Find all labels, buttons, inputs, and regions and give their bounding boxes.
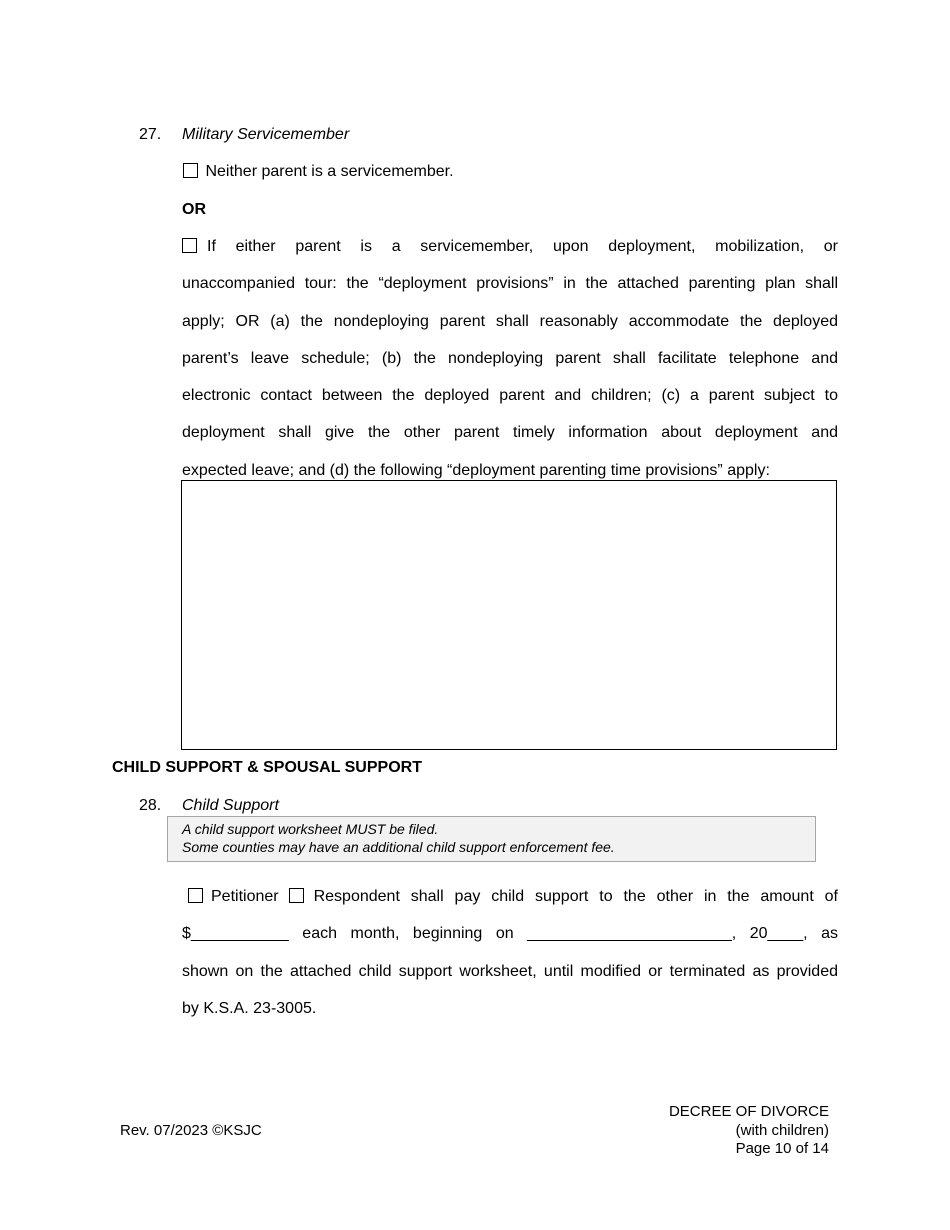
- section-27-number: 27.: [139, 126, 162, 143]
- deployment-line-2: unaccompanied tour: the “deployment provisions” in the attached parenting plan shall: [182, 275, 838, 293]
- child-support-paragraph: [182, 878, 838, 1027]
- child-support-line-1: Petitioner Respondent shall pay child support to the other in the amount of: [182, 878, 838, 915]
- document-footer: [669, 1103, 829, 1159]
- child-support-note-line-2: Some counties may have an additional child support enforcement fee.: [182, 839, 615, 855]
- deployment-line-5: electronic contact between the deployed parent and children; (c) a parent subject to: [182, 387, 838, 405]
- child-support-line-4: by K.S.A. 23-3005.: [182, 999, 317, 1017]
- child-support-line-2: $___________ each month, beginning on _______________________, 20____, as: [182, 925, 838, 943]
- or-label: OR: [182, 201, 206, 218]
- child-spousal-support-heading: CHILD SUPPORT & SPOUSAL SUPPORT: [112, 759, 422, 776]
- child-support-note-line-1: A child support worksheet MUST be filed.: [182, 821, 439, 837]
- respondent-checkbox[interactable]: [289, 888, 304, 903]
- deployment-line-3: apply; OR (a) the nondeploying parent shall reasonably accommodate the deployed: [182, 312, 838, 330]
- deployment-line-6: deployment shall give the other parent timely information about deployment and: [182, 424, 838, 442]
- neither-servicemember-checkbox[interactable]: [183, 163, 198, 178]
- deployment-provisions-textbox[interactable]: [181, 480, 837, 750]
- document-subtitle: (with children): [735, 1121, 829, 1139]
- deployment-line-4: parent’s leave schedule; (b) the nondeploying parent shall facilitate telephone and: [182, 349, 838, 367]
- child-support-line-3: shown on the attached child support worksheet, until modified or terminated as provided: [182, 962, 838, 980]
- document-title: DECREE OF DIVORCE: [668, 1103, 829, 1120]
- neither-servicemember-label: Neither parent is a servicemember.: [205, 163, 454, 180]
- neither-servicemember-option: [183, 163, 454, 181]
- section-28-number: 28.: [139, 797, 162, 814]
- child-support-note: [167, 816, 816, 862]
- deployment-line-1: If either parent is a servicemember, upon deployment, mobilization, or: [182, 228, 838, 265]
- petitioner-checkbox[interactable]: [188, 888, 203, 903]
- revision-footer: Rev. 07/2023 ©KSJC: [120, 1122, 262, 1139]
- page-number: Page 10 of 14: [735, 1140, 829, 1157]
- petitioner-label: Petitioner: [211, 888, 279, 905]
- section-28-title: Child Support: [182, 797, 279, 814]
- deployment-line-7: expected leave; and (d) the following “deployment parenting time provisions” apply:: [182, 461, 770, 479]
- section-27-title: Military Servicemember: [182, 126, 350, 143]
- deployment-checkbox[interactable]: [182, 238, 197, 253]
- deployment-option-paragraph: [182, 228, 838, 489]
